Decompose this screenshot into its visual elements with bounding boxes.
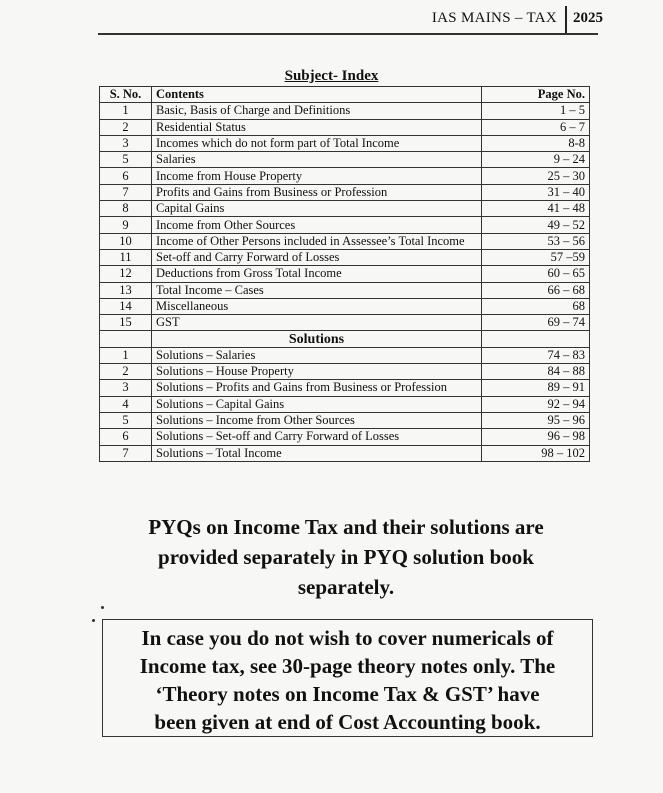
cell-page: 60 – 65 [482,266,590,282]
cell-sno: 4 [100,396,152,412]
table-row [100,429,590,445]
cell-contents: Miscellaneous [152,298,482,314]
cell-page: 8-8 [482,135,590,151]
cell-sno: 12 [100,266,152,282]
cell-sno: 5 [100,152,152,168]
cell-contents: Income from House Property [152,168,482,184]
notice-line: ‘Theory notes on Income Tax & GST’ have [155,682,540,706]
pyq-line: PYQs on Income Tax and their solutions are [148,515,544,539]
table-row [100,412,590,428]
cell-sno: 7 [100,184,152,200]
cell-page: 1 – 5 [482,103,590,119]
table-row [100,119,590,135]
cell-sno: 13 [100,282,152,298]
table-row [100,217,590,233]
cell-page: 31 – 40 [482,184,590,200]
cell-sno: 1 [100,347,152,363]
cell-page: 41 – 48 [482,201,590,217]
cell-sno: 6 [100,168,152,184]
cell-contents: Solutions – House Property [152,364,482,380]
table-row [100,249,590,265]
table-row [100,282,590,298]
empty-cell [100,331,152,347]
cell-page: 66 – 68 [482,282,590,298]
table-row [100,266,590,282]
cell-page: 9 – 24 [482,152,590,168]
cell-page: 89 – 91 [482,380,590,396]
table-row [100,364,590,380]
cell-contents: Set-off and Carry Forward of Losses [152,249,482,265]
cell-sno: 6 [100,429,152,445]
index-title: Subject- Index [284,68,379,84]
notice-line: In case you do not wish to cover numericals of [141,626,554,650]
cell-contents: Solutions – Profits and Gains from Business or Profession [152,380,482,396]
table-row [100,184,590,200]
cell-contents: Income of Other Persons included in Assessee’s Total Income [152,233,482,249]
notice-line: been given at end of Cost Accounting book. [154,710,541,734]
header-rule [98,33,598,35]
table-header-row [100,87,590,103]
table-row [100,233,590,249]
col-header-contents: Contents [152,87,482,103]
pyq-line: provided separately in PYQ solution book [158,545,534,569]
cell-contents: Salaries [152,152,482,168]
scan-speck [101,606,104,609]
header-title: IAS MAINS – TAX [431,10,557,26]
table-row [100,347,590,363]
cell-page: 25 – 30 [482,168,590,184]
index-body [100,103,590,462]
cell-contents: Solutions – Income from Other Sources [152,412,482,428]
cell-sno: 3 [100,380,152,396]
cell-contents: Solutions – Total Income [152,445,482,461]
table-row [100,396,590,412]
cell-sno: 7 [100,445,152,461]
cell-sno: 14 [100,298,152,314]
col-header-sno: S. No. [100,87,152,103]
cell-contents: Solutions – Salaries [152,347,482,363]
table-row [100,152,590,168]
pyq-line: separately. [297,575,395,599]
cell-page: 84 – 88 [482,364,590,380]
header-year: 2025 [573,10,603,26]
table-row [100,103,590,119]
table-row [100,380,590,396]
cell-sno: 11 [100,249,152,265]
cell-page: 53 – 56 [482,233,590,249]
cell-contents: Solutions – Capital Gains [152,396,482,412]
cell-page: 96 – 98 [482,429,590,445]
cell-page: 98 – 102 [482,445,590,461]
cell-sno: 1 [100,103,152,119]
cell-contents: Solutions – Set-off and Carry Forward of Losses [152,429,482,445]
subject-index-table [99,86,590,462]
cell-contents: Residential Status [152,119,482,135]
cell-page: 68 [482,298,590,314]
cell-sno: 3 [100,135,152,151]
cell-contents: Incomes which do not form part of Total Income [152,135,482,151]
cell-contents: GST [152,315,482,331]
cell-page: 49 – 52 [482,217,590,233]
cell-contents: Income from Other Sources [152,217,482,233]
cell-contents: Total Income – Cases [152,282,482,298]
cell-page: 95 – 96 [482,412,590,428]
solutions-heading: Solutions [152,331,482,347]
table-row [100,298,590,314]
table-row [100,445,590,461]
cell-sno: 2 [100,119,152,135]
scan-speck [92,619,95,622]
cell-contents: Capital Gains [152,201,482,217]
cell-sno: 15 [100,315,152,331]
pyq-note [100,512,592,602]
theory-notes-notice-box [102,619,593,737]
cell-page: 92 – 94 [482,396,590,412]
cell-page: 6 – 7 [482,119,590,135]
empty-cell [482,331,590,347]
solutions-heading-row [100,331,590,347]
page-header [432,6,603,34]
cell-sno: 10 [100,233,152,249]
cell-sno: 8 [100,201,152,217]
cell-sno: 2 [100,364,152,380]
cell-page: 57 –59 [482,249,590,265]
col-header-page: Page No. [482,87,590,103]
table-row [100,168,590,184]
cell-contents: Profits and Gains from Business or Profession [152,184,482,200]
table-row [100,135,590,151]
cell-contents: Deductions from Gross Total Income [152,266,482,282]
notice-line: Income tax, see 30-page theory notes only. The [139,654,556,678]
cell-sno: 5 [100,412,152,428]
table-row [100,201,590,217]
cell-contents: Basic, Basis of Charge and Definitions [152,103,482,119]
cell-page: 69 – 74 [482,315,590,331]
cell-sno: 9 [100,217,152,233]
cell-page: 74 – 83 [482,347,590,363]
table-row [100,315,590,331]
